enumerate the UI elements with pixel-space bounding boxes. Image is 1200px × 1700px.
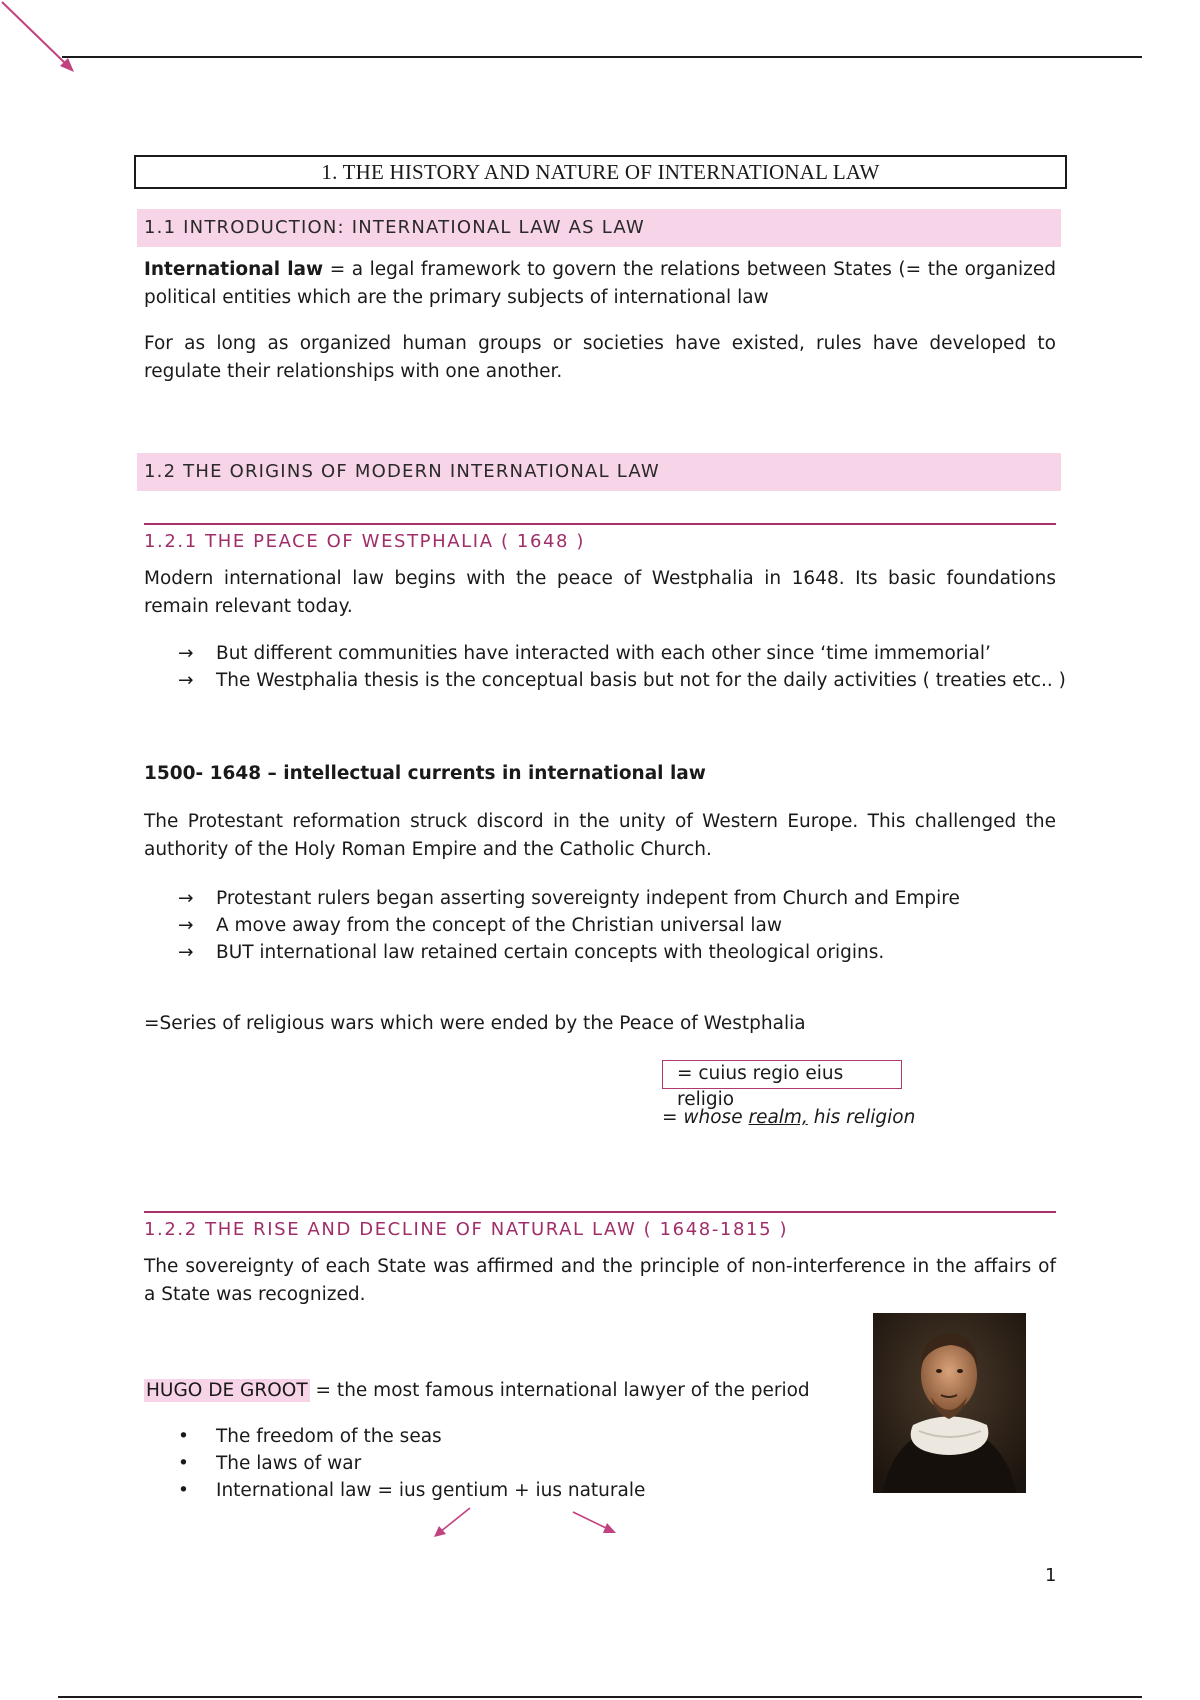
annotation-arrow-right-icon (570, 1508, 620, 1538)
definition-term: International law (144, 259, 324, 280)
section-heading-1-1: 1.1 INTRODUCTION: INTERNATIONAL LAW AS LAW (137, 209, 1061, 247)
bullet-icon: • (178, 1453, 189, 1474)
list-item: → BUT international law retained certain concepts with theological origins. (178, 939, 960, 966)
list-item: • The freedom of the seas (178, 1423, 645, 1450)
latin-maxim-callout: = cuius regio eius religio (662, 1060, 902, 1089)
sovereignty-paragraph: The sovereignty of each State was affirmed and the principle of non-interference in the affairs of a State was recognized. (144, 1256, 1056, 1305)
list-item: → But different communities have interacted with each other since ‘time immemorial’ (178, 640, 1066, 667)
arrow-icon: → (178, 888, 194, 909)
reformation-paragraph: The Protestant reformation struck discord in the unity of Western Europe. This challenged the authority of the Holy Roman Empire and the Catholic Church. (144, 811, 1056, 860)
grotius-line (144, 1377, 810, 1405)
definition-paragraph (144, 256, 1056, 312)
westphalia-paragraph: Modern international law begins with the peace of Westphalia in 1648. Its basic foundations remain relevant today. (144, 568, 1056, 617)
grotius-bullet-list (178, 1423, 645, 1504)
arrow-icon: → (178, 643, 194, 664)
reformation-arrow-list (178, 885, 960, 966)
list-item: • International law = ius gentium + ius naturale (178, 1477, 645, 1504)
intro-paragraph: For as long as organized human groups or societies have existed, rules have developed to regulate their relationships with one another. (144, 333, 1056, 382)
latin-translation: = whose realm, his religion (662, 1107, 916, 1128)
page-number: 1 (1045, 1565, 1057, 1586)
grotius-description: = the most famous international lawyer of the period (309, 1380, 810, 1401)
annotation-arrow-left-icon (430, 1505, 475, 1540)
arrow-icon: → (178, 942, 194, 963)
subsection-rule-1-2-1 (144, 523, 1056, 525)
footer-rule (58, 1696, 1142, 1698)
subsection-rule-1-2-2 (144, 1211, 1056, 1213)
corner-arrow-annotation (0, 0, 80, 80)
chapter-title: 1. THE HISTORY AND NATURE OF INTERNATIONAL LAW (134, 155, 1067, 189)
grotius-name: HUGO DE GROOT (146, 1380, 308, 1401)
bullet-icon: • (178, 1426, 189, 1447)
westphalia-arrow-list (178, 640, 1066, 694)
bullet-icon: • (178, 1480, 189, 1501)
list-item: → A move away from the concept of the Christian universal law (178, 912, 960, 939)
hugo-de-groot-portrait (873, 1313, 1026, 1493)
arrow-icon: → (178, 915, 194, 936)
list-item: • The laws of war (178, 1450, 645, 1477)
arrow-icon: → (178, 670, 194, 691)
section-heading-1-2: 1.2 THE ORIGINS OF MODERN INTERNATIONAL LAW (137, 453, 1061, 491)
header-rule (62, 56, 1142, 58)
wars-line: =Series of religious wars which were ended by the Peace of Westphalia (144, 1013, 806, 1034)
list-item: → Protestant rulers began asserting sovereignty indepent from Church and Empire (178, 885, 960, 912)
definition-text: = a legal framework to govern the relations between States (= the organized political entities which are the primary subjects of international law (144, 259, 1056, 308)
subsection-heading-1-2-2: 1.2.2 THE RISE AND DECLINE OF NATURAL LAW ( 1648-1815 ) (144, 1219, 789, 1240)
list-item: → The Westphalia thesis is the conceptual basis but not for the daily activities ( treaties etc.. ) (178, 667, 1066, 694)
subsection-heading-1-2-1: 1.2.1 THE PEACE OF WESTPHALIA ( 1648 ) (144, 531, 586, 552)
currents-heading: 1500- 1648 – intellectual currents in international law (144, 763, 706, 784)
